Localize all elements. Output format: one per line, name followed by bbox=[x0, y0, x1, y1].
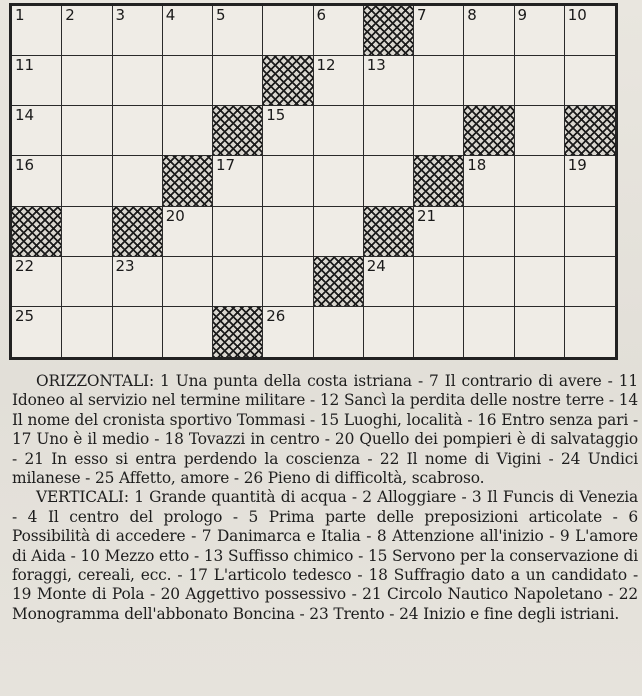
grid-cell bbox=[314, 207, 364, 257]
cell-number: 13 bbox=[366, 56, 386, 75]
grid-cell bbox=[62, 56, 112, 106]
grid-cell bbox=[213, 257, 263, 307]
cell-number: 23 bbox=[115, 256, 135, 275]
cell-number: 15 bbox=[266, 106, 286, 125]
grid-cell bbox=[113, 56, 163, 106]
grid-cell bbox=[263, 207, 313, 257]
grid-cell bbox=[515, 257, 565, 307]
cell-number: 19 bbox=[567, 156, 587, 175]
grid-cell bbox=[515, 6, 565, 56]
grid-cell bbox=[314, 56, 364, 106]
grid-cell bbox=[565, 6, 615, 56]
grid-cell bbox=[464, 207, 514, 257]
cell-number: 11 bbox=[15, 56, 35, 75]
black-cell bbox=[263, 56, 313, 106]
grid-cell bbox=[364, 257, 414, 307]
grid-cell bbox=[515, 156, 565, 206]
cell-number: 8 bbox=[467, 6, 477, 24]
grid-cell bbox=[414, 307, 464, 357]
black-cell bbox=[464, 106, 514, 156]
grid-cell bbox=[62, 307, 112, 357]
cell-number: 2 bbox=[65, 6, 75, 24]
grid-cell bbox=[414, 207, 464, 257]
grid-cell bbox=[414, 56, 464, 106]
grid-cell bbox=[314, 106, 364, 156]
grid-cell bbox=[263, 156, 313, 206]
down-heading: VERTICALI: bbox=[36, 488, 129, 507]
cell-number: 24 bbox=[366, 256, 386, 275]
grid-cell bbox=[263, 307, 313, 357]
grid-cell bbox=[163, 106, 213, 156]
cell-number: 14 bbox=[15, 106, 35, 125]
cell-number: 20 bbox=[165, 206, 185, 225]
grid-cell bbox=[163, 6, 213, 56]
grid-cell bbox=[113, 257, 163, 307]
cell-number: 26 bbox=[266, 306, 286, 325]
across-clue-text: 1 Una punta della costa istriana - 7 Il contrario di avere - 11 Idoneo al servizio nel termine militare - 12 Sancì la perdita delle nostre terre - 14 Il nome del cronista sportivo Tommasi - 15 Luoghi, località - 16 Entro senza pari - 17 Uno è il medio - 18 Tovazzi in centro - 20 Quello dei pompieri è di salvataggio - 21 In esso si entra perdendo la coscienza - 22 Il nome di Vigini - 24 Undici milanese - 25 Affetto, amore - 26 Pieno di difficoltà, scabroso. bbox=[12, 372, 638, 488]
cell-number: 17 bbox=[216, 156, 236, 175]
down-clues bbox=[12, 488, 638, 624]
cell-number: 5 bbox=[216, 6, 226, 24]
grid-cell bbox=[263, 6, 313, 56]
grid-cell bbox=[113, 156, 163, 206]
grid-cell bbox=[414, 257, 464, 307]
grid-cell bbox=[263, 106, 313, 156]
clues-section bbox=[12, 372, 638, 624]
cell-number: 9 bbox=[517, 6, 528, 24]
black-cell bbox=[565, 106, 615, 156]
black-cell bbox=[12, 207, 62, 257]
black-cell bbox=[414, 156, 464, 206]
grid-cell bbox=[515, 307, 565, 357]
grid-cell bbox=[515, 207, 565, 257]
across-clues bbox=[12, 372, 638, 488]
black-cell bbox=[364, 207, 414, 257]
grid-cell bbox=[565, 207, 615, 257]
grid-cell bbox=[213, 207, 263, 257]
cell-number: 22 bbox=[15, 256, 35, 275]
grid-cell bbox=[12, 257, 62, 307]
grid-cell bbox=[12, 56, 62, 106]
grid-cell bbox=[414, 6, 464, 56]
grid-cell bbox=[213, 6, 263, 56]
grid-cell bbox=[62, 106, 112, 156]
grid-cell bbox=[515, 56, 565, 106]
cell-number: 16 bbox=[15, 156, 35, 175]
black-cell bbox=[314, 257, 364, 307]
cell-number: 6 bbox=[316, 6, 327, 24]
grid-cell bbox=[12, 6, 62, 56]
grid-cell bbox=[314, 307, 364, 357]
grid-cell bbox=[565, 156, 615, 206]
grid-cell bbox=[364, 56, 414, 106]
grid-cell bbox=[213, 156, 263, 206]
cell-number: 4 bbox=[165, 6, 176, 24]
grid-cell bbox=[464, 6, 514, 56]
cell-number: 18 bbox=[467, 156, 487, 175]
grid-cell bbox=[62, 207, 112, 257]
cell-number: 25 bbox=[15, 306, 35, 325]
grid-cell bbox=[62, 257, 112, 307]
down-clue-text: 1 Grande quantità di acqua - 2 Alloggiare - 3 Il Funcis di Venezia - 4 Il centro del prologo - 5 Prima parte delle preposizioni articolate - 6 Possibilità di accedere - 7 Danimarca e Italia - 8 Attenzione all'inizio - 9 L'amore di Aida - 10 Mezzo etto - 13 Suffisso chimico - 15 Servono per la conservazione di foraggi, cereali, ecc. - 17 L'articolo tedesco - 18 Suffragio dato a un candidato - 19 Monte di Pola - 20 Aggettivo possessivo - 21 Circolo Nautico Napoletano - 22 Monogramma dell'abbonato Boncina - 23 Trento - 24 Inizio e fine degli istriani. bbox=[12, 488, 638, 623]
grid-cell bbox=[12, 156, 62, 206]
black-cell bbox=[364, 6, 414, 56]
cell-number: 12 bbox=[316, 56, 336, 75]
grid-cell bbox=[113, 307, 163, 357]
grid-cell bbox=[565, 257, 615, 307]
grid-cell bbox=[364, 307, 414, 357]
grid-cell bbox=[565, 56, 615, 106]
grid-cell bbox=[163, 257, 213, 307]
cell-number: 21 bbox=[417, 206, 437, 225]
black-cell bbox=[213, 106, 263, 156]
black-cell bbox=[113, 207, 163, 257]
grid-cell bbox=[314, 6, 364, 56]
grid-cell bbox=[213, 56, 263, 106]
grid-cell bbox=[163, 207, 213, 257]
grid-cell bbox=[62, 6, 112, 56]
cell-number: 10 bbox=[567, 6, 587, 24]
grid-cell bbox=[464, 56, 514, 106]
grid-cell bbox=[163, 307, 213, 357]
black-cell bbox=[163, 156, 213, 206]
grid-cell bbox=[464, 156, 514, 206]
grid-cell bbox=[565, 307, 615, 357]
cell-number: 1 bbox=[15, 6, 25, 24]
grid-cell bbox=[12, 106, 62, 156]
grid-cell bbox=[62, 156, 112, 206]
grid-cell bbox=[364, 106, 414, 156]
crossword-grid bbox=[9, 3, 618, 360]
grid-cell bbox=[515, 106, 565, 156]
grid-cell bbox=[163, 56, 213, 106]
grid-cell bbox=[314, 156, 364, 206]
cell-number: 7 bbox=[417, 6, 427, 24]
grid-cell bbox=[113, 106, 163, 156]
grid-cell bbox=[364, 156, 414, 206]
grid-cell bbox=[12, 307, 62, 357]
across-heading: ORIZZONTALI: bbox=[36, 372, 154, 390]
grid-cell bbox=[113, 6, 163, 56]
grid-cell bbox=[263, 257, 313, 307]
cell-number: 3 bbox=[115, 6, 126, 24]
grid-cell bbox=[464, 307, 514, 357]
grid-cell bbox=[414, 106, 464, 156]
black-cell bbox=[213, 307, 263, 357]
grid-cell bbox=[464, 257, 514, 307]
